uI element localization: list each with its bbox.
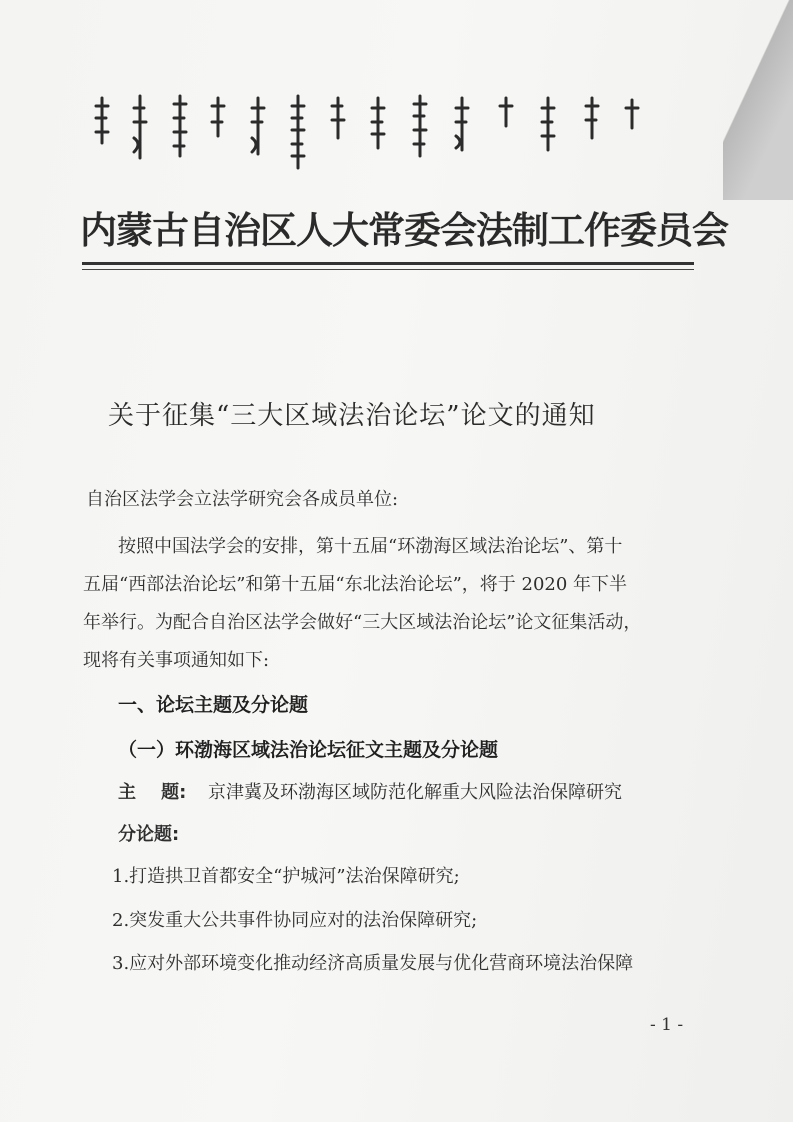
page-corner-shadow	[723, 0, 793, 200]
mongolian-script-header-icon	[92, 88, 692, 178]
intro-line-4: 现将有关事项通知如下:	[83, 650, 270, 671]
intro-line-1: 按照中国法学会的安排，第十五届“环渤海区域法治论坛”、第十	[118, 536, 623, 557]
subtopic-item: 1.打造拱卫首都安全“护城河”法治保障研究;	[112, 866, 460, 887]
organization-name: 内蒙古自治区人大常委会法制工作委员会	[80, 209, 728, 252]
theme-text: 京津冀及环渤海区域防范化解重大风险法治保障研究	[208, 782, 622, 803]
subsection-heading: （一）环渤海区域法治论坛征文主题及分论题	[118, 739, 499, 761]
notice-title: 关于征集“三大区域法治论坛”论文的通知	[108, 401, 596, 431]
subtopic-item: 2.突发重大公共事件协同应对的法治保障研究;	[112, 910, 478, 931]
header-divider-thin	[82, 269, 694, 270]
recipient-line: 自治区法学会立法学研究会各成员单位:	[86, 489, 399, 510]
header-divider-thick	[82, 262, 694, 265]
intro-line-3: 年举行。为配合自治区法学会做好“三大区域法治论坛”论文征集活动，	[83, 612, 642, 633]
subtopic-item: 3.应对外部环境变化推动经济高质量发展与优化营商环境法治保障	[112, 953, 634, 974]
page-number: - 1 -	[650, 1015, 684, 1035]
intro-line-2: 五届“西部法治论坛”和第十五届“东北法治论坛”，将于 2020 年下半	[83, 574, 628, 595]
theme-label: 主 题:	[118, 782, 187, 803]
section-heading: 一、论坛主题及分论题	[118, 694, 309, 716]
subtopics-label: 分论题:	[118, 824, 180, 845]
